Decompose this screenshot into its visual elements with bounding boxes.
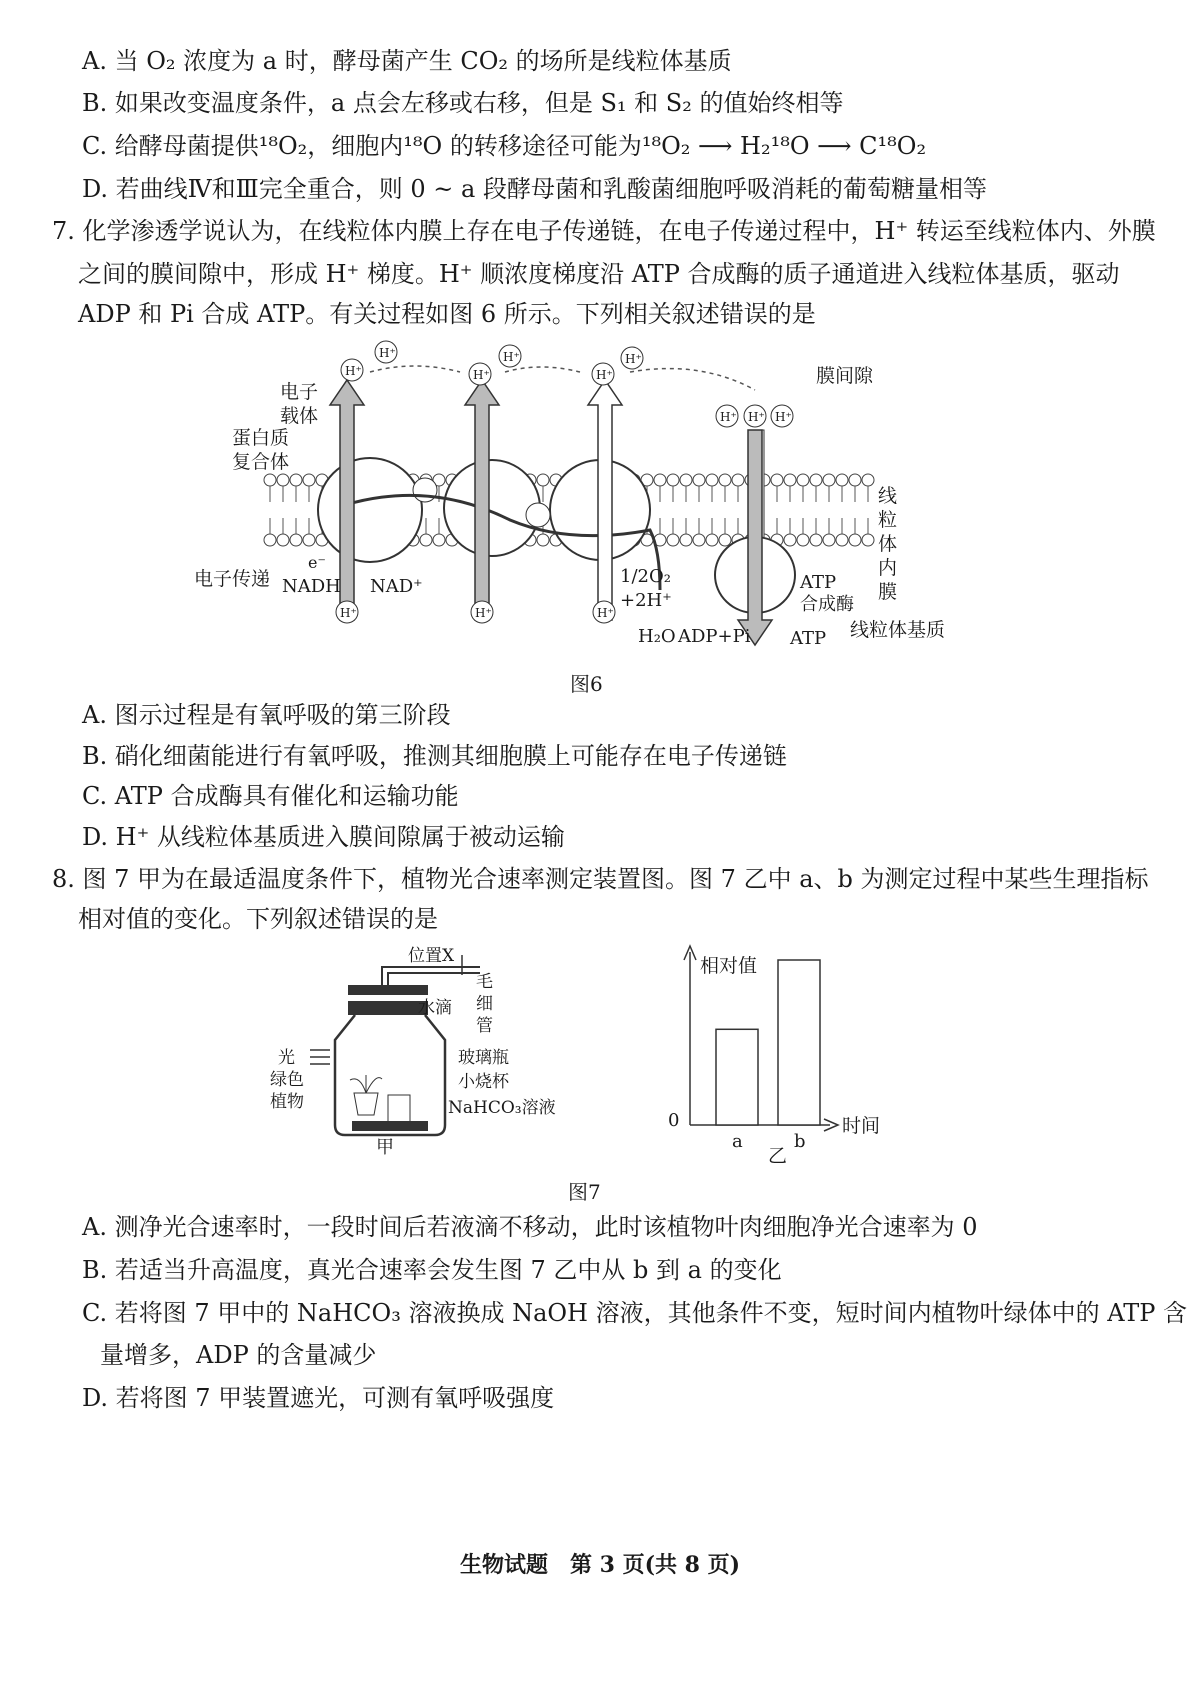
lipid-head xyxy=(797,534,809,546)
figure-7-yi-chart xyxy=(660,940,950,1170)
inner-membrane-char: 内 xyxy=(878,557,898,579)
h-plus-label: H⁺ xyxy=(597,606,614,620)
label-glass-bottle: 玻璃瓶 xyxy=(458,1048,509,1068)
electron-carrier-small-2 xyxy=(526,503,550,527)
lipid-head xyxy=(810,474,822,486)
label-electron-carrier-2: 载体 xyxy=(280,405,319,427)
label-green-plant-2: 植物 xyxy=(270,1092,304,1112)
h-plus-label: H⁺ xyxy=(596,368,613,382)
capillary-char: 管 xyxy=(476,1016,493,1036)
h-diffusion-arrow-3 xyxy=(630,369,755,390)
q8-option-a: A. 测净光合速率时，一段时间后若液滴不移动，此时该植物叶肉细胞净光合速率为 0 xyxy=(82,1213,978,1241)
capillary-char: 细 xyxy=(476,994,493,1014)
label-nadh: NADH xyxy=(282,576,341,597)
label-atp: ATP xyxy=(790,628,827,649)
h-diffusion-arrow-2 xyxy=(505,367,580,372)
lipid-head xyxy=(264,474,276,486)
lipid-head xyxy=(706,474,718,486)
figure-7-jia-apparatus xyxy=(270,945,600,1160)
lipid-head xyxy=(771,474,783,486)
q7-stem-line-2: 之间的膜间隙中，形成 H⁺ 梯度。H⁺ 顺浓度梯度沿 ATP 合成酶的质子通道进入线粒体基质，驱动 xyxy=(78,260,1120,288)
lipid-head xyxy=(264,534,276,546)
lipid-head xyxy=(693,474,705,486)
h-plus-label: H⁺ xyxy=(340,606,357,620)
beaker-base xyxy=(352,1121,428,1131)
lipid-head xyxy=(849,474,861,486)
label-atp-synthase-2: 合成酶 xyxy=(800,594,854,615)
lipid-head xyxy=(680,474,692,486)
lipid-head xyxy=(433,534,445,546)
lipid-head xyxy=(654,474,666,486)
bars-group xyxy=(716,960,820,1152)
q7-stem-line-3: ADP 和 Pi 合成 ATP。有关过程如图 6 所示。下列相关叙述错误的是 xyxy=(78,300,816,328)
h-plus-label: H⁺ xyxy=(475,606,492,620)
lipid-head xyxy=(823,534,835,546)
h-plus-label: H⁺ xyxy=(775,410,792,424)
q8-option-d: D. 若将图 7 甲装置遮光，可测有氧呼吸强度 xyxy=(82,1384,555,1412)
lipid-head xyxy=(862,534,874,546)
label-intermembrane: 膜间隙 xyxy=(816,365,874,387)
small-beaker xyxy=(388,1095,410,1123)
tick-label-b: b xyxy=(794,1131,806,1152)
lipid-head xyxy=(719,474,731,486)
label-matrix: 线粒体基质 xyxy=(850,619,946,641)
stopper-stripe xyxy=(348,995,428,1001)
h-plus-label: H⁺ xyxy=(625,352,642,366)
light-arrows xyxy=(310,1050,330,1064)
lipid-head xyxy=(823,474,835,486)
inner-membrane-char: 线 xyxy=(878,485,898,507)
label-plus-2h: +2H⁺ xyxy=(620,590,672,611)
lipid-head xyxy=(277,534,289,546)
q8-option-c: C. 若将图 7 甲中的 NaHCO₃ 溶液换成 NaOH 溶液，其他条件不变，短时间内植物叶绿体中的 ATP 含 xyxy=(82,1299,1188,1327)
label-electron-transfer: 电子传递 xyxy=(194,568,271,590)
lipid-head xyxy=(706,534,718,546)
protein-complex-2 xyxy=(444,460,540,556)
label-light: 光 xyxy=(278,1048,295,1068)
lipid-head xyxy=(303,534,315,546)
label-capillary xyxy=(476,972,493,1036)
chart-xlabel: 时间 xyxy=(842,1115,881,1137)
figure-7-caption: 图7 xyxy=(568,1180,601,1204)
figure-6-caption: 图6 xyxy=(570,672,603,696)
tick-label-a: a xyxy=(732,1131,743,1152)
lipid-head xyxy=(667,474,679,486)
lipid-head xyxy=(719,534,731,546)
h-plus-label: H⁺ xyxy=(345,364,362,378)
capillary-tube-inner xyxy=(388,973,480,987)
q7-option-d: D. H⁺ 从线粒体基质进入膜间隙属于被动运输 xyxy=(82,823,565,851)
h-plus-label: H⁺ xyxy=(379,346,396,360)
lipid-head xyxy=(784,534,796,546)
label-electron-carrier-1: 电子 xyxy=(280,381,319,403)
q8-option-c-cont: 量增多，ADP 的含量减少 xyxy=(100,1341,377,1369)
capillary-char: 毛 xyxy=(476,972,493,992)
label-water-drop: 水滴 xyxy=(418,998,452,1018)
lipid-head xyxy=(303,474,315,486)
inner-membrane-char: 膜 xyxy=(878,581,898,603)
inner-membrane-char: 体 xyxy=(878,533,898,555)
q7-option-c: C. ATP 合成酶具有催化和运输功能 xyxy=(82,782,459,810)
bar-a xyxy=(716,1029,758,1125)
label-protein-complex-2: 复合体 xyxy=(232,451,290,473)
label-atp-synthase-1: ATP xyxy=(800,572,837,593)
chart-yi-label: 乙 xyxy=(768,1145,788,1167)
h-plus-label: H⁺ xyxy=(720,410,737,424)
label-protein-complex-1: 蛋白质 xyxy=(232,427,290,449)
page-footer: 生物试题 第 3 页(共 8 页) xyxy=(459,1552,741,1578)
lipid-head xyxy=(862,474,874,486)
q7-option-b: B. 硝化细菌能进行有氧呼吸，推测其细胞膜上可能存在电子传递链 xyxy=(82,742,787,770)
lipid-head xyxy=(537,534,549,546)
bar-b xyxy=(778,960,820,1125)
electron-carrier-small-1 xyxy=(413,478,437,502)
label-nad: NAD⁺ xyxy=(370,576,423,597)
h-plus-label: H⁺ xyxy=(503,350,520,364)
q7-option-a: A. 图示过程是有氧呼吸的第三阶段 xyxy=(82,701,451,729)
chart-ylabel: 相对值 xyxy=(700,955,758,977)
lipid-head xyxy=(290,474,302,486)
lipid-head xyxy=(537,474,549,486)
lipid-head xyxy=(810,534,822,546)
label-adp-pi: ADP+Pi xyxy=(678,626,751,647)
label-solution: NaHCO₃溶液 xyxy=(448,1098,556,1118)
label-position-x: 位置X xyxy=(408,946,455,966)
capillary-tube xyxy=(382,967,480,987)
figure-6-electron-transport-chain xyxy=(180,330,1040,660)
lipid-head xyxy=(784,474,796,486)
q6-option-b: B. 如果改变温度条件，a 点会左移或右移，但是 S₁ 和 S₂ 的值始终相等 xyxy=(82,89,844,117)
lipid-head xyxy=(277,474,289,486)
label-inner-membrane xyxy=(878,485,897,603)
lipid-head xyxy=(290,534,302,546)
label-small-beaker: 小烧杯 xyxy=(458,1072,509,1092)
lipid-head xyxy=(680,534,692,546)
q6-option-a: A. 当 O₂ 浓度为 a 时，酵母菌产生 CO₂ 的场所是线粒体基质 xyxy=(82,47,732,75)
protein-complex-1 xyxy=(318,458,422,562)
label-half-o2: 1/2O₂ xyxy=(620,566,671,587)
q8-stem-line-2: 相对值的变化。下列叙述错误的是 xyxy=(78,905,438,933)
h-diffusion-arrow-1 xyxy=(370,366,460,372)
label-e-minus: e⁻ xyxy=(308,553,326,572)
lipid-head xyxy=(836,474,848,486)
q6-option-c: C. 给酵母菌提供¹⁸O₂，细胞内¹⁸O 的转移途径可能为¹⁸O₂ ⟶ H₂¹⁸O ⟶ C¹⁸O₂ xyxy=(82,132,927,160)
q6-option-d: D. 若曲线Ⅳ和Ⅲ完全重合，则 0 ~ a 段酵母菌和乳酸菌细胞呼吸消耗的葡萄糖量相等 xyxy=(82,175,987,203)
lipid-head xyxy=(693,534,705,546)
q8-option-b: B. 若适当升高温度，真光合速率会发生图 7 乙中从 b 到 a 的变化 xyxy=(82,1256,782,1284)
label-h2o: H₂O xyxy=(638,626,676,647)
lipid-head xyxy=(667,534,679,546)
lipid-head xyxy=(420,534,432,546)
q7-stem-line-1: 7. 化学渗透学说认为，在线粒体内膜上存在电子传递链，在电子传递过程中，H⁺ 转运至线粒体内、外膜 xyxy=(52,217,1156,245)
q8-stem-line-1: 8. 图 7 甲为在最适温度条件下，植物光合速率测定装置图。图 7 乙中 a、b 为测定过程中某些生理指标 xyxy=(52,865,1149,893)
chart-origin: 0 xyxy=(668,1110,680,1131)
lipid-head xyxy=(797,474,809,486)
lipid-head xyxy=(849,534,861,546)
lipid-head xyxy=(836,534,848,546)
inner-membrane-char: 粒 xyxy=(878,509,898,531)
h-plus-label: H⁺ xyxy=(473,368,490,382)
label-jia: 甲 xyxy=(376,1137,394,1158)
h-plus-label: H⁺ xyxy=(748,410,765,424)
lipid-head xyxy=(732,474,744,486)
label-green-plant-1: 绿色 xyxy=(270,1070,304,1090)
